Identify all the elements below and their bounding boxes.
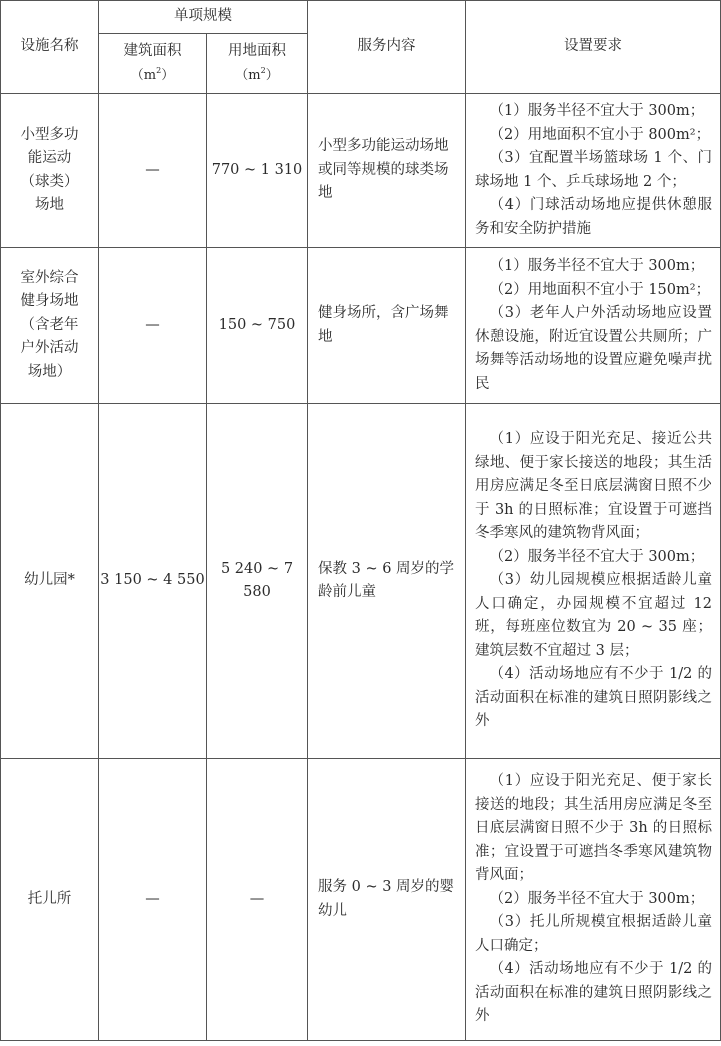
requirement-item: （2）用地面积不宜小于 150m²；: [489, 281, 711, 298]
requirements-cell: [466, 94, 721, 248]
land-area-cell: 150 ~ 750: [207, 248, 308, 404]
requirement-item: （4）活动场地应有不少于 1/2 的活动面积在标准的建筑日照阴影线之外: [475, 666, 712, 730]
requirement-item: （3）托儿所规模宜根据适龄儿童人口确定；: [475, 914, 712, 954]
header-land-area: [207, 34, 308, 94]
land-area-unit: $(m^2)$: [235, 65, 279, 83]
header-facility-name: 设施名称: [1, 1, 99, 94]
requirement-item: （2）服务半径不宜大于 300m；: [489, 890, 705, 907]
header-requirements: 设置要求: [466, 1, 721, 94]
header-row-top: [1, 1, 721, 34]
service-cell: 健身场所，含广场舞地: [308, 248, 466, 404]
requirement-item: （1）服务半径不宜大于 300m；: [489, 103, 705, 119]
requirement-item: （1）服务半径不宜大于 300m；: [489, 258, 705, 274]
requirement-item: （4）门球活动场地应提供休憩服务和安全防护措施: [475, 197, 712, 237]
building-area-cell: —: [99, 248, 207, 404]
land-area-cell: 770 ~ 1 310: [207, 94, 308, 248]
header-unit-scale: 单项规模: [99, 1, 308, 34]
service-cell: 保教 3 ~ 6 周岁的学龄前儿童: [308, 404, 466, 759]
service-cell: 小型多功能运动场地或同等规模的球类场地: [308, 94, 466, 248]
land-area-cell: 5 240 ~ 7 580: [207, 404, 308, 759]
facility-name-cell: 小型多功能运动（球类）场地: [1, 94, 99, 248]
requirement-item: （1）应设于阳光充足、接近公共绿地、便于家长接送的地段；其生活用房应满足冬至日底层满窗日照不少于 3h 的日照标准；宜设置于可遮挡冬季寒风的建筑物背风面；: [475, 431, 712, 542]
requirement-item: （1）应设于阳光充足、便于家长接送的地段；其生活用房应满足冬至日底层满窗日照不少于 3h 的日照标准；宜设置于可遮挡冬季寒风建筑物背风面；: [475, 773, 712, 884]
service-cell: 服务 0 ~ 3 周岁的婴幼儿: [308, 759, 466, 1041]
requirement-item: （2）服务半径不宜大于 300m；: [489, 548, 705, 565]
requirements-cell: [466, 404, 721, 759]
table-row: [1, 94, 721, 248]
building-area-label: 建筑面积: [123, 43, 182, 59]
requirements-cell: [466, 759, 721, 1041]
table-row: [1, 404, 721, 759]
building-area-cell: 3 150 ~ 4 550: [99, 404, 207, 759]
requirement-item: （3）幼儿园规模应根据适龄儿童人口确定，办园规模不宜超过 12 班，每班座位数宜为 20 ~ 35 座；建筑层数不宜超过 3 层；: [475, 572, 712, 659]
requirements-cell: [466, 248, 721, 404]
building-area-unit: $(m^2)$: [130, 65, 175, 83]
land-area-label: 用地面积: [228, 43, 286, 59]
table-row: [1, 248, 721, 404]
header-service: 服务内容: [308, 1, 466, 94]
facility-name-cell: 托儿所: [1, 759, 99, 1041]
requirement-item: （2）用地面积不宜小于 800m²；: [489, 126, 711, 143]
facility-name-cell: 幼儿园*: [1, 404, 99, 759]
requirement-item: （3）老年人户外活动场地应设置休憩设施，附近宜设置公共厕所；广场舞等活动场地的设置应避免噪声扰民: [475, 305, 712, 392]
facility-name-cell: 室外综合健身场地（含老年户外活动场地）: [1, 248, 99, 404]
table-row: [1, 759, 721, 1041]
land-area-cell: —: [207, 759, 308, 1041]
requirement-item: （4）活动场地应有不少于 1/2 的活动面积在标准的建筑日照阴影线之外: [475, 961, 712, 1025]
building-area-cell: —: [99, 94, 207, 248]
requirement-item: （3）宜配置半场篮球场 1 个、门球场地 1 个、乒乓球场地 2 个；: [475, 150, 712, 190]
header-building-area: [99, 34, 207, 94]
building-area-cell: —: [99, 759, 207, 1041]
